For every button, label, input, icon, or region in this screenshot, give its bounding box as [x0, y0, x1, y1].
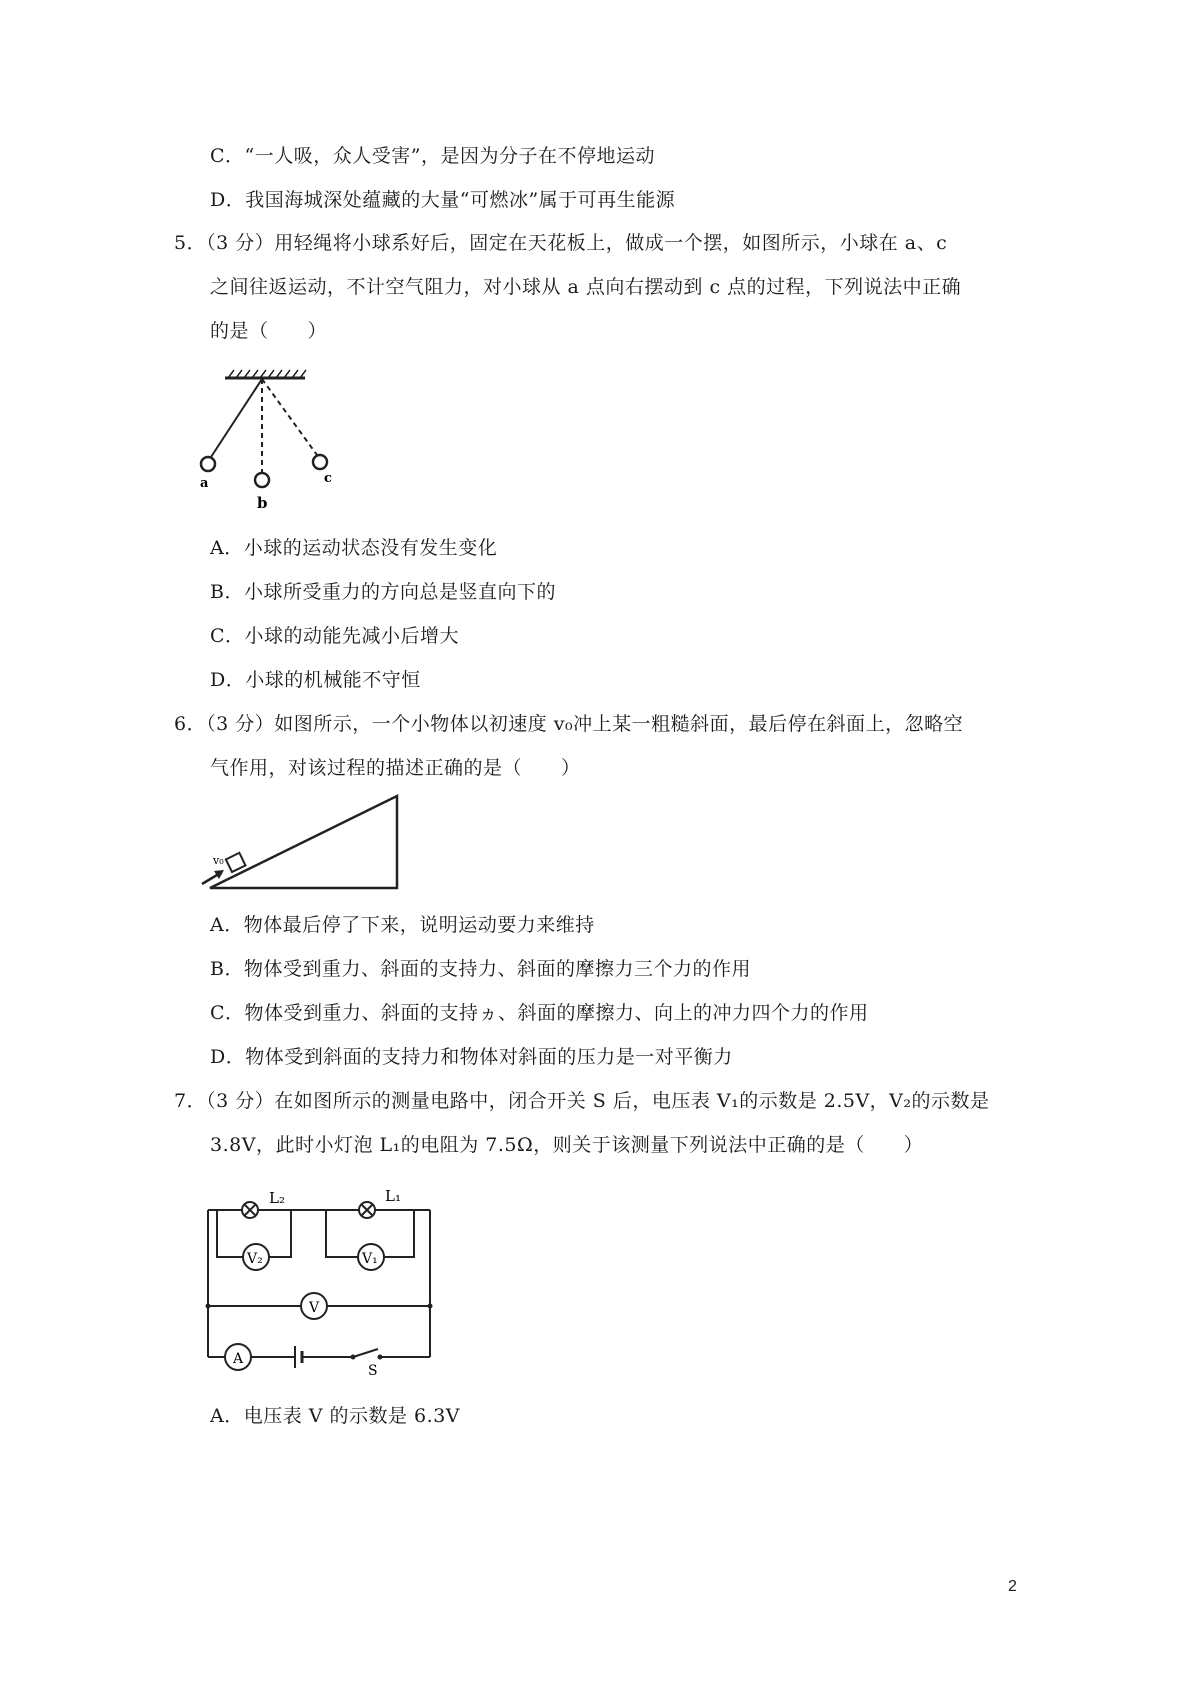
label-v: V: [309, 1300, 320, 1316]
bulb-l2: [242, 1202, 258, 1218]
q5-option-a: A．小球的运动状态没有发生变化: [210, 537, 498, 559]
label-s: S: [368, 1363, 378, 1379]
q6-stem-line-1: 6．（3 分）如图所示，一个小物体以初速度 v₀冲上某一粗糙斜面，最后停在斜面上，忽略空: [174, 713, 964, 735]
q6-stem-line-2: 气作用，对该过程的描述正确的是（ ）: [210, 757, 581, 779]
wire-v2-branch: [217, 1210, 243, 1257]
wire-v1-branch-right: [384, 1210, 414, 1257]
q7-stem-line-2: 3.8V，此时小灯泡 L₁的电阻为 7.5Ω，则关于该测量下列说法中正确的是（ ）: [210, 1134, 924, 1156]
block: [226, 853, 246, 872]
q6-option-d: D．物体受到斜面的支持力和物体对斜面的压力是一对平衡力: [210, 1046, 733, 1068]
q4-option-c: C．“一人吸，众人受害”，是因为分子在不停地运动: [210, 145, 655, 167]
junction-left: [206, 1304, 211, 1309]
label-v2: V₂: [247, 1251, 263, 1267]
ceiling: [225, 370, 306, 378]
label-v1: V₁: [362, 1251, 378, 1267]
bulb-l1: [359, 1202, 375, 1218]
label-v0: v₀: [213, 854, 224, 867]
string-c: [262, 379, 317, 455]
ball-c: [313, 455, 327, 469]
label-l2: L₂: [269, 1189, 285, 1207]
ball-a: [201, 457, 215, 471]
incline-slope: [210, 796, 397, 888]
wire-v2-branch-right: [269, 1210, 291, 1257]
battery: [295, 1346, 302, 1368]
incline-figure: [190, 790, 430, 900]
q5-stem-line-2: 之间往返运动，不计空气阻力，对小球从 a 点向右摆动到 c 点的过程，下列说法中正确: [210, 276, 962, 298]
q5-stem-line-3: 的是（ ）: [210, 320, 328, 342]
q4-option-d: D．我国海城深处蕴藏的大量“可燃冰”属于可再生能源: [210, 189, 676, 211]
junction-right: [428, 1304, 433, 1309]
q7-stem-line-1: 7．（3 分）在如图所示的测量电路中，闭合开关 S 后，电压表 V₁的示数是 2.5V，V₂的示数是: [174, 1090, 990, 1112]
page-number: 2: [1008, 1578, 1017, 1595]
q6-option-c: C．物体受到重力、斜面的支持ヵ、斜面的摩擦力、向上的冲力四个力的作用: [210, 1002, 869, 1024]
q5-option-c: C．小球的动能先减小后增大: [210, 625, 460, 647]
pendulum-figure: [190, 360, 360, 520]
label-c: c: [324, 471, 332, 486]
wire-v1-branch: [326, 1210, 358, 1257]
q5-option-b: B．小球所受重力的方向总是竖直向下的: [210, 581, 556, 603]
label-a: a: [200, 476, 209, 491]
q5-stem-line-1: 5．（3 分）用轻绳将小球系好后，固定在天花板上，做成一个摆，如图所示，小球在 a、c: [174, 232, 948, 254]
circuit-figure: [190, 1175, 450, 1380]
q6-option-b: B．物体受到重力、斜面的支持力、斜面的摩擦力三个力的作用: [210, 958, 751, 980]
label-a: A: [233, 1351, 244, 1367]
string-a: [211, 379, 262, 457]
label-b: b: [257, 494, 268, 512]
q5-option-d: D．小球的机械能不守恒: [210, 669, 421, 691]
ball-b: [255, 473, 269, 487]
switch-s: [351, 1349, 383, 1360]
q6-option-a: A．物体最后停了下来，说明运动要力来维持: [210, 914, 595, 936]
q7-option-a: A．电压表 V 的示数是 6.3V: [210, 1405, 460, 1427]
label-l1: L₁: [385, 1187, 401, 1205]
